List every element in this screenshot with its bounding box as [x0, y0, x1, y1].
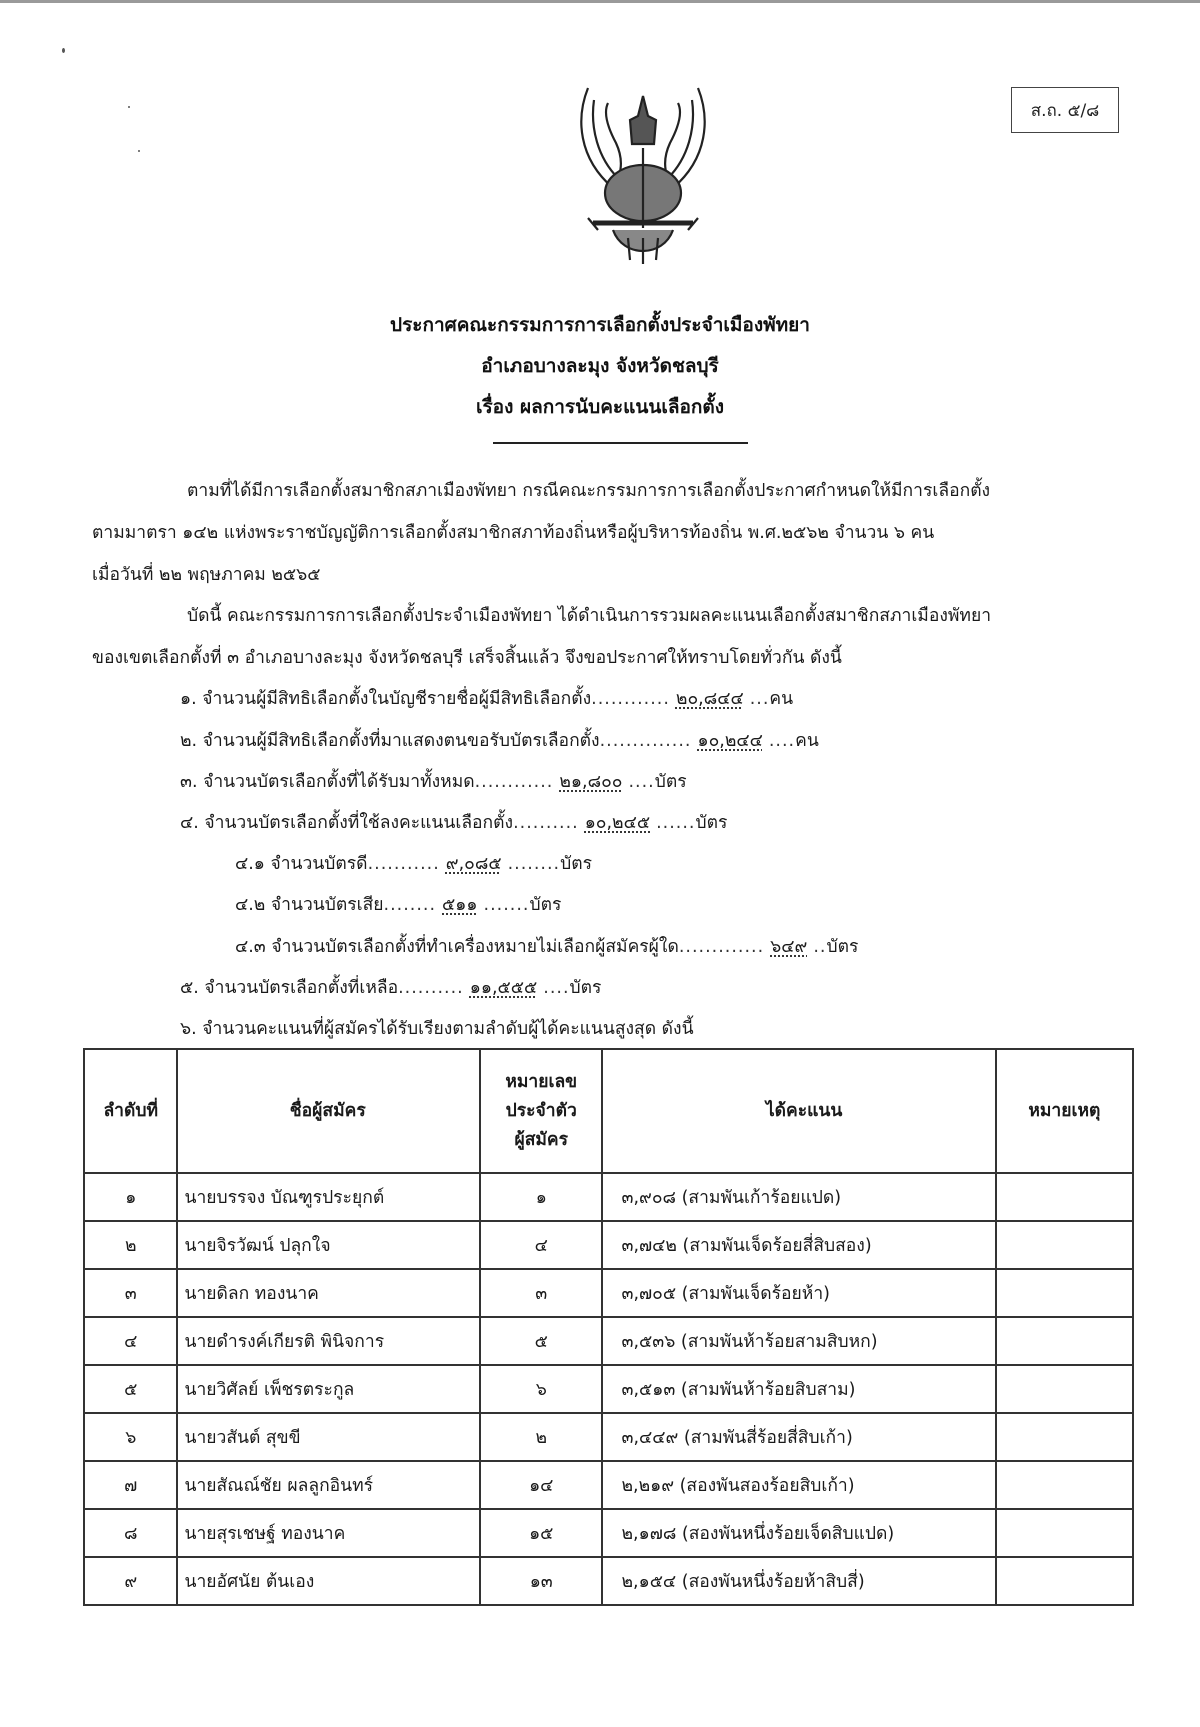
item-remaining-ballots: ๕. จำนวนบัตรเลือกตั้งที่เหลือ.......... ๑๑,๕๕๕ ....บัตร [180, 978, 602, 998]
item-ballots-used: ๔. จำนวนบัตรเลือกตั้งที่ใช้ลงคะแนนเลือกตั้ง.......... ๑๐,๒๔๕ ......บัตร [180, 813, 728, 833]
table-row: ๘ นายสุรเชษฐ์ ทองนาค ๑๕ ๒,๑๗๘ (สองพันหนึ่งร้อยเจ็ดสิบแปด) [84, 1509, 1133, 1557]
item-voters-turnout: ๒. จำนวนผู้มีสิทธิเลือกตั้งที่มาแสดงตนขอรับบัตรเลือกตั้ง.............. ๑๐,๒๔๔ ....คน [180, 731, 819, 751]
item-no-vote-ballots: ๔.๓ จำนวนบัตรเลือกตั้งที่ทำเครื่องหมายไม่เลือกผู้สมัครผู้ใด............. ๖๔๙ ..บัตร [235, 937, 859, 957]
heading-line-3: เรื่อง ผลการนับคะแนนเลือกตั้ง [475, 396, 724, 418]
item-invalid-ballots: ๔.๒ จำนวนบัตรเสีย........ ๕๑๑ .......บัตร [235, 895, 562, 915]
intro-paragraph-1-line-2: ตามมาตรา ๑๔๒ แห่งพระราชบัญญัติการเลือกตั้งสมาชิกสภาท้องถิ่นหรือผู้บริหารท้องถิ่น พ.ศ.๒๕๖๒ จำนวน ๖ คน [92, 523, 935, 543]
page-top-edge [0, 0, 1200, 3]
intro-paragraph-2-line-1: บัดนี้ คณะกรรมการการเลือกตั้งประจำเมืองพัทยา ได้ดำเนินการรวมผลคะแนนเลือกตั้งสมาชิกสภาเมืองพัทยา [187, 606, 992, 626]
no-vote-ballots-value: ๖๔๙ [770, 937, 808, 957]
scan-speck [62, 48, 65, 53]
header-votes: ได้คะแนน [602, 1049, 995, 1173]
remaining-ballots-value: ๑๑,๕๕๕ [469, 978, 538, 998]
garuda-emblem-icon [568, 78, 718, 273]
header-candidate-name: ชื่อผู้สมัคร [177, 1049, 480, 1173]
table-row: ๖ นายวสันต์ สุขขี ๒ ๓,๔๔๙ (สามพันสี่ร้อยสี่สิบเก้า) [84, 1413, 1133, 1461]
voters-turnout-value: ๑๐,๒๔๔ [697, 731, 763, 751]
table-header-row [84, 1049, 1133, 1173]
heading-divider [493, 442, 748, 444]
scan-speck [128, 106, 130, 108]
form-code: ส.ถ. ๕/๘ [1030, 100, 1100, 121]
heading-line-2: อำเภอบางละมุง จังหวัดชลบุรี [481, 355, 719, 377]
table-row: ๑ นายบรรจง บัณฑูรประยุกต์ ๑ ๓,๙๐๘ (สามพันเก้าร้อยแปด) [84, 1173, 1133, 1221]
item-vote-ranking-intro: ๖. จำนวนคะแนนที่ผู้สมัครได้รับเรียงตามลำดับผู้ได้คะแนนสูงสุด ดังนี้ [180, 1019, 694, 1039]
valid-ballots-value: ๙,๐๘๕ [445, 854, 502, 874]
item-valid-ballots: ๔.๑ จำนวนบัตรดี........... ๙,๐๘๕ ........บัตร [235, 854, 592, 874]
eligible-voters-value: ๒๐,๘๔๔ [675, 689, 744, 709]
header-candidate-number: หมายเลข ประจำตัว ผู้สมัคร [480, 1049, 602, 1173]
item-eligible-voters: ๑. จำนวนผู้มีสิทธิเลือกตั้งในบัญชีรายชื่อผู้มีสิทธิเลือกตั้ง............ ๒๐,๘๔๔ ...คน [180, 689, 794, 709]
table-row: ๓ นายดิลก ทองนาค ๓ ๓,๗๐๕ (สามพันเจ็ดร้อยห้า) [84, 1269, 1133, 1317]
header-note: หมายเหตุ [996, 1049, 1133, 1173]
ballots-received-value: ๒๑,๘๐๐ [559, 772, 623, 792]
results-table [83, 1048, 1134, 1606]
table-row: ๕ นายวิศัลย์ เพ็ชรตระกูล ๖ ๓,๕๑๓ (สามพันห้าร้อยสิบสาม) [84, 1365, 1133, 1413]
intro-paragraph-2-line-2: ของเขตเลือกตั้งที่ ๓ อำเภอบางละมุง จังหวัดชลบุรี เสร็จสิ้นแล้ว จึงขอประกาศให้ทราบโดยทั่วกัน ดังนี้ [92, 648, 842, 668]
heading-line-1: ประกาศคณะกรรมการการเลือกตั้งประจำเมืองพัทยา [390, 314, 810, 336]
item-ballots-received: ๓. จำนวนบัตรเลือกตั้งที่ได้รับมาทั้งหมด............ ๒๑,๘๐๐ ....บัตร [180, 772, 687, 792]
table-row: ๒ นายจิรวัฒน์ ปลุกใจ ๔ ๓,๗๔๒ (สามพันเจ็ดร้อยสี่สิบสอง) [84, 1221, 1133, 1269]
intro-paragraph-1-line-1: ตามที่ได้มีการเลือกตั้งสมาชิกสภาเมืองพัทยา กรณีคณะกรรมการการเลือกตั้งประกาศกำหนดให้มีการเลือกตั้ง [187, 481, 991, 501]
form-code-box [1011, 87, 1119, 133]
table-row: ๙ นายอัศนัย ต้นเอง ๑๓ ๒,๑๕๔ (สองพันหนึ่งร้อยห้าสิบสี่) [84, 1557, 1133, 1605]
header-rank: ลำดับที่ [84, 1049, 177, 1173]
scan-speck [138, 150, 140, 152]
table-row: ๗ นายสัณณ์ชัย ผลลูกอินทร์ ๑๔ ๒,๒๑๙ (สองพันสองร้อยสิบเก้า) [84, 1461, 1133, 1509]
ballots-used-value: ๑๐,๒๔๕ [584, 813, 651, 833]
table-row: ๔ นายดำรงค์เกียรติ พินิจการ ๕ ๓,๕๓๖ (สามพันห้าร้อยสามสิบหก) [84, 1317, 1133, 1365]
invalid-ballots-value: ๕๑๑ [442, 895, 478, 915]
intro-paragraph-1-line-3: เมื่อวันที่ ๒๒ พฤษภาคม ๒๕๖๕ [92, 565, 321, 585]
